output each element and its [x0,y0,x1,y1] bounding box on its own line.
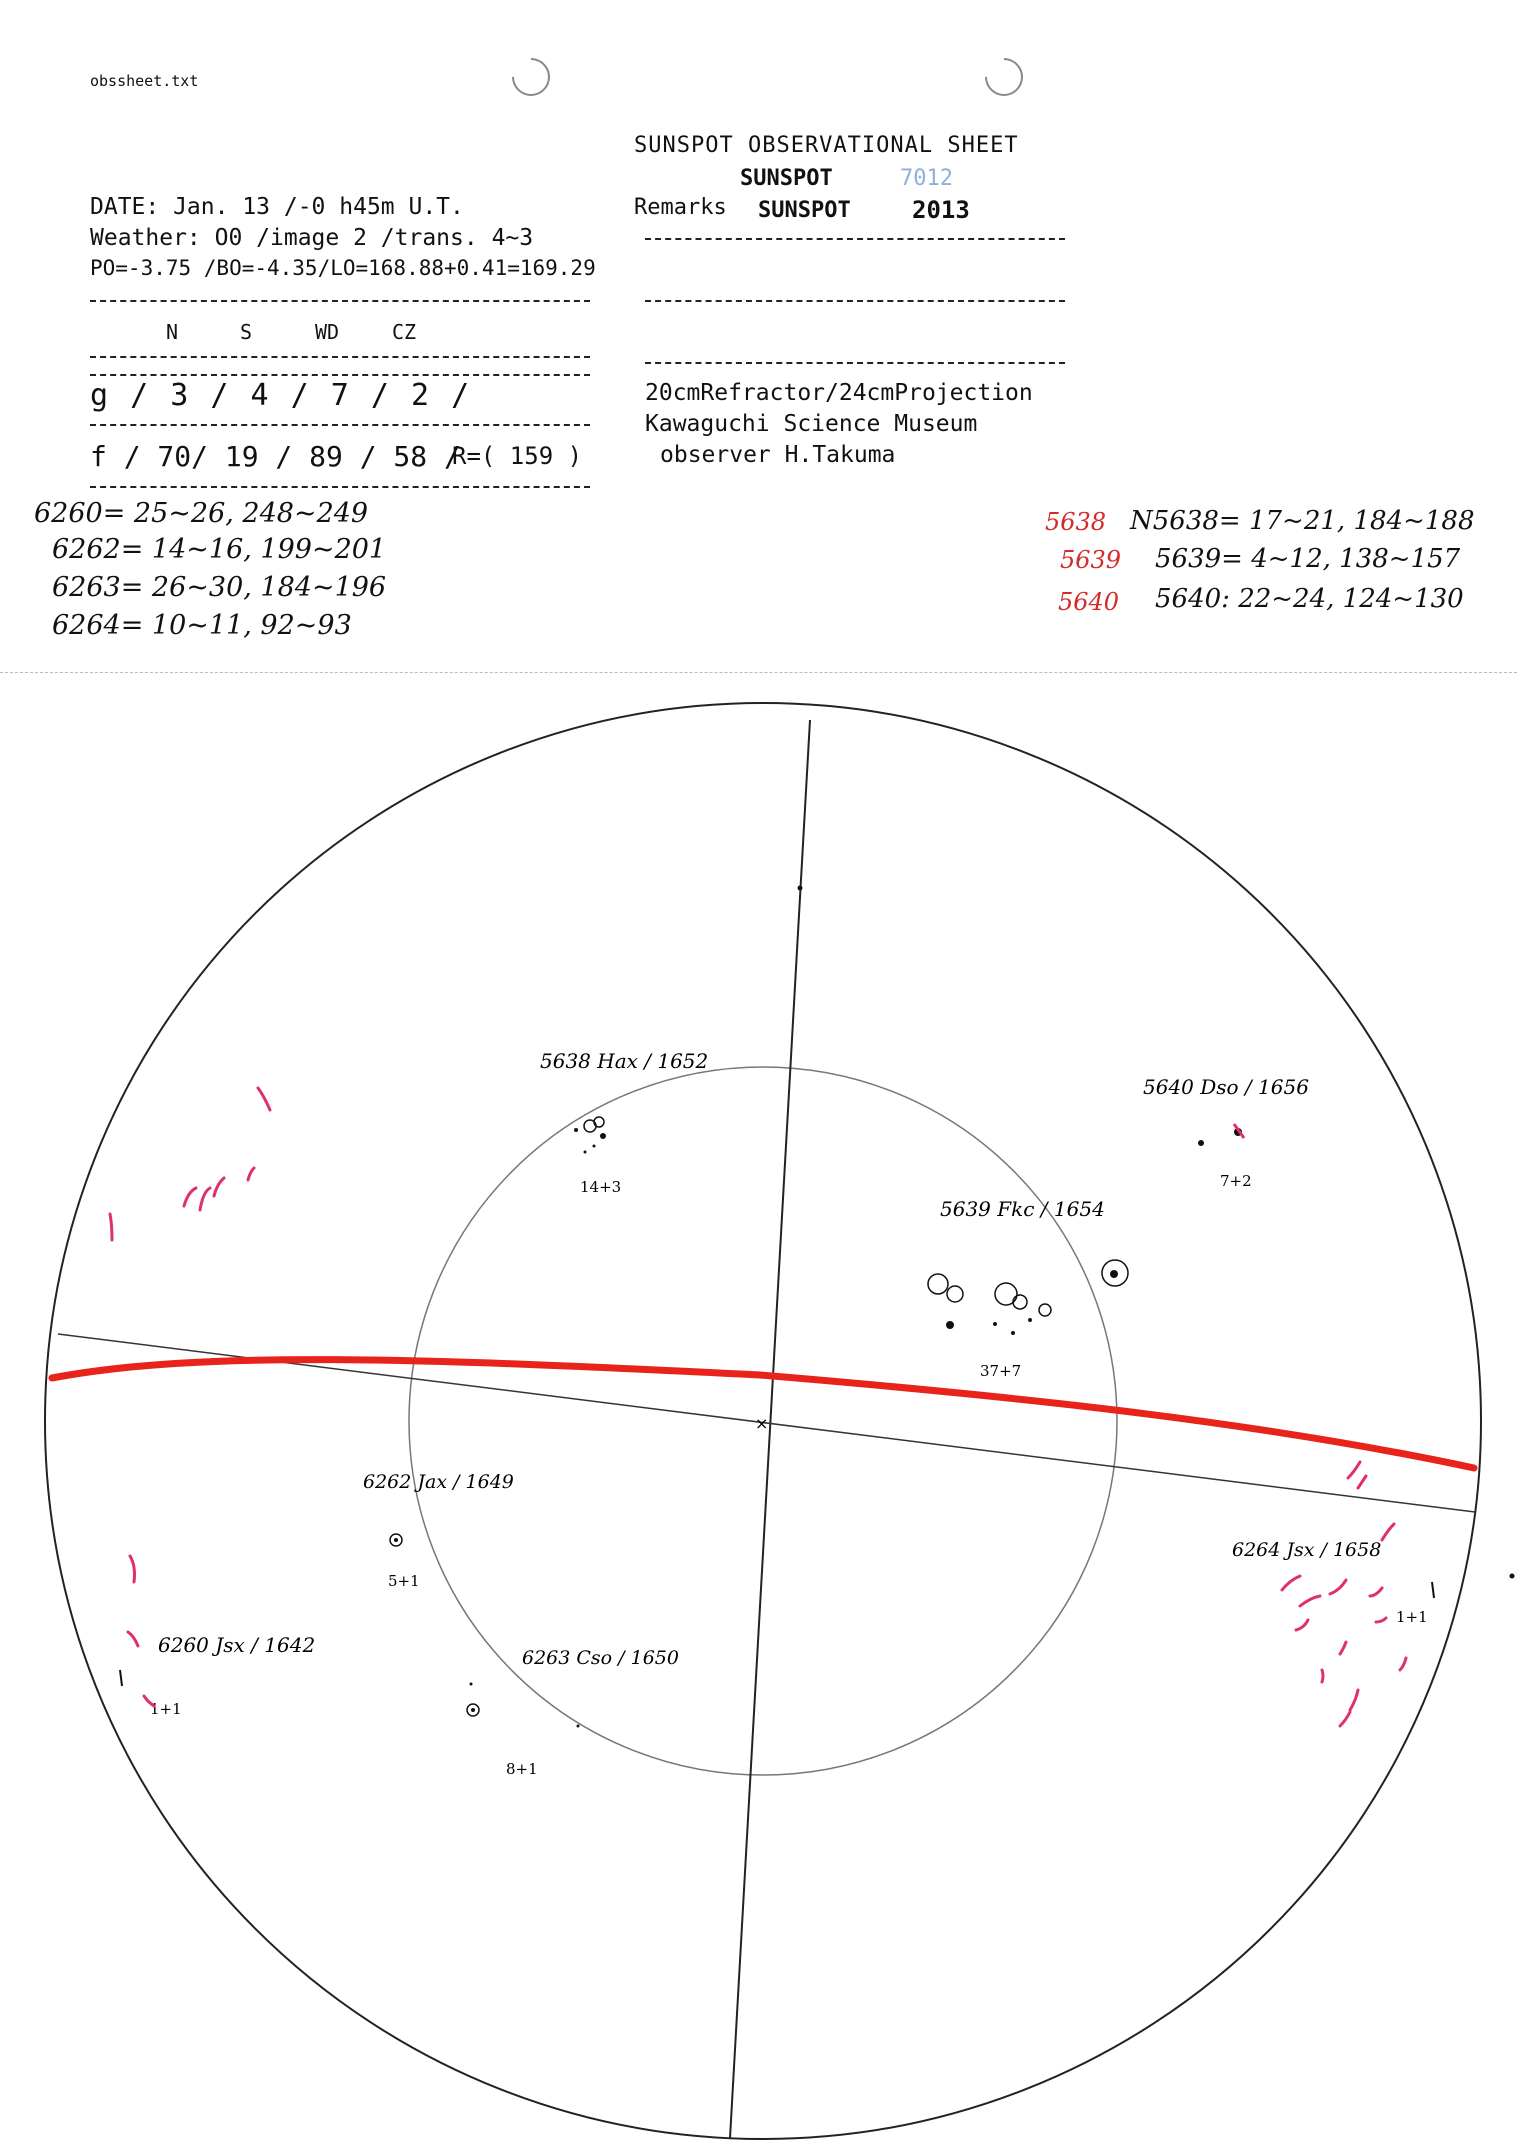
spot [1011,1331,1015,1335]
spot [470,1683,473,1686]
weather-line: Weather: O0 /image 2 /trans. 4~3 [90,225,534,251]
center-mark: × [755,1414,769,1433]
disc-count-5639: 37+7 [980,1362,1022,1380]
north-tag-3: 5640 [1058,588,1120,616]
spot [593,1145,596,1148]
north-tag-2: 5639 [1060,546,1122,574]
spot [1198,1140,1204,1146]
disc-label-6260: 6260 Jsx / 1642 [158,1633,316,1657]
polar-axis-line [730,720,810,2138]
south-group-3: 6263= 26~30, 184~196 [52,572,387,603]
spot [928,1274,948,1294]
spot [120,1670,122,1686]
spot-group-5640 [1143,1075,1309,1190]
spot [584,1151,587,1154]
sheet-title: SUNSPOT OBSERVATIONAL SHEET [634,133,1019,158]
disc-count-5640: 7+2 [1220,1172,1252,1190]
spot-group-6264 [1232,1539,1434,1626]
spot-group-5639 [928,1197,1128,1380]
header-n: N [166,320,179,344]
instrument-line-1: 20cmRefractor/24cmProjection [645,380,1033,406]
spot [577,1725,580,1728]
disc-count-6264: 1+1 [1396,1608,1428,1626]
sunspot-line-1: SUNSPOT [740,166,833,191]
header-cz: CZ [392,320,417,344]
disc-label-5639: 5639 Fkc / 1654 [940,1197,1105,1221]
spot-group-6262 [363,1471,514,1590]
file-name: obssheet.txt [90,72,199,90]
spot [574,1128,578,1132]
north-group-3: 5640: 22~24, 124~130 [1155,584,1464,614]
disc-count-5638: 14+3 [580,1178,622,1196]
spot [1039,1304,1051,1316]
r-value: R=( 159 ) [452,442,583,470]
spot [1432,1582,1434,1598]
spot-group-6260 [120,1633,315,1718]
date-line: DATE: Jan. 13 /-0 h45m U.T. [90,194,464,220]
south-group-1: 6260= 25~26, 248~249 [34,498,369,529]
disc-label-6264: 6264 Jsx / 1658 [1232,1539,1382,1561]
sunspot-line-2: SUNSPOT [758,198,851,223]
spot [471,1708,475,1712]
stamp-1: 7012 [900,166,953,191]
header-s: S [240,320,253,344]
north-tag-1: 5638 [1045,508,1107,536]
spot [993,1322,997,1326]
south-group-2: 6262= 14~16, 199~201 [52,534,387,565]
disc-label-6262: 6262 Jax / 1649 [363,1471,514,1493]
south-group-4: 6264= 10~11, 92~93 [52,610,352,641]
north-group-2: 5639= 4~12, 138~157 [1155,544,1461,574]
orientation-line: PO=-3.75 /BO=-4.35/LO=168.88+0.41=169.29 [90,256,596,280]
disc-label-5640: 5640 Dso / 1656 [1143,1075,1309,1099]
g-row: g / 3 / 4 / 7 / 2 / [90,378,472,413]
edge-dot [1510,1574,1515,1579]
spot [594,1117,604,1127]
spot-group-6263 [467,1647,679,1778]
spot [394,1538,398,1542]
spot [947,1286,963,1302]
spot [946,1321,954,1329]
header-wd: WD [315,320,340,344]
spot [1028,1318,1032,1322]
instrument-line-2: Kawaguchi Science Museum [645,411,978,437]
disc-label-6263: 6263 Cso / 1650 [522,1647,679,1669]
faculae-left [110,1088,270,1706]
spot [1110,1270,1118,1278]
spot [600,1133,606,1139]
year: 2013 [912,196,970,224]
spot-group-5638 [540,1049,708,1196]
disc-count-6263: 8+1 [506,1760,538,1778]
limb-dot [798,886,803,891]
remarks-label: Remarks [634,195,727,220]
disc-count-6262: 5+1 [388,1572,420,1590]
f-row: f / 70/ 19 / 89 / 58 / [90,440,461,473]
north-group-1: N5638= 17~21, 184~188 [1130,506,1475,536]
spot [1013,1295,1027,1309]
instrument-line-3: observer H.Takuma [660,442,896,468]
disc-label-5638: 5638 Hax / 1652 [540,1049,709,1073]
disc-count-6260: 1+1 [150,1700,182,1718]
